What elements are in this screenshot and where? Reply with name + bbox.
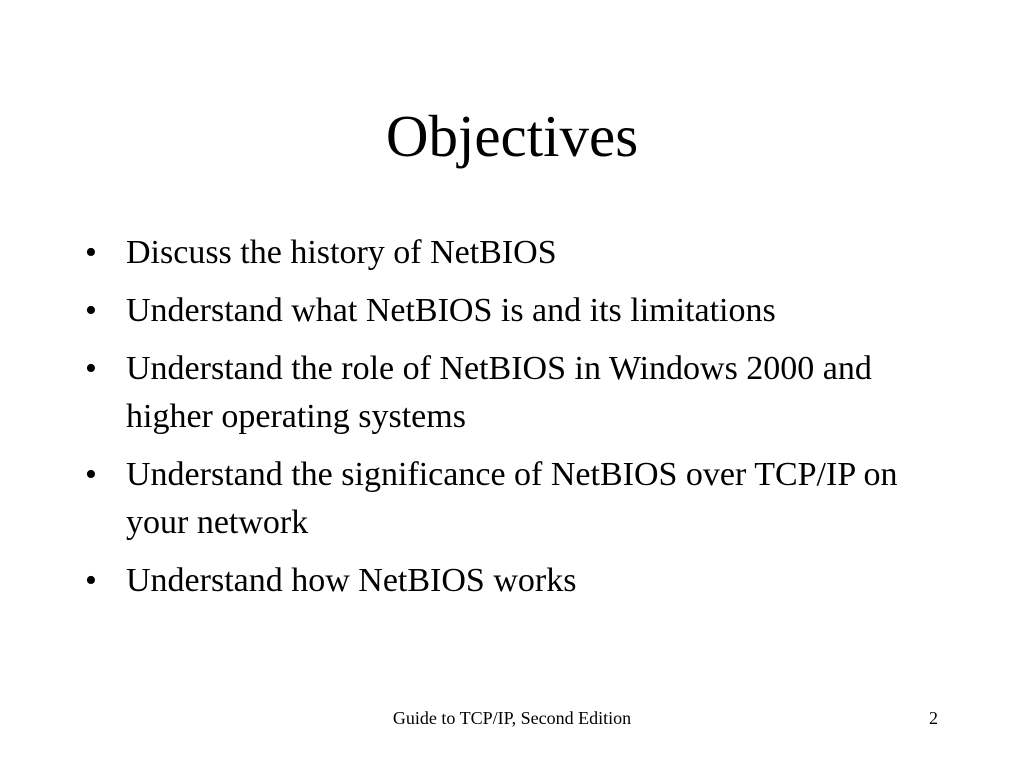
bullet-icon: •	[85, 234, 97, 271]
page-number: 2	[929, 708, 938, 728]
bullet-list	[85, 229, 965, 615]
bullet-item-windows-role	[85, 345, 965, 441]
bullet-text: Discuss the history of NetBIOS	[126, 234, 557, 271]
bullet-text: Understand the significance of NetBIOS over TCP/IP on your network	[126, 456, 898, 541]
bullet-item-significance	[85, 451, 965, 547]
bullet-icon: •	[85, 562, 97, 599]
bullet-text: Understand what NetBIOS is and its limitations	[126, 292, 776, 329]
bullet-icon: •	[85, 350, 97, 387]
bullet-icon: •	[85, 456, 97, 493]
bullet-item-how-it-works	[85, 557, 965, 605]
footer-title: Guide to TCP/IP, Second Edition	[392, 708, 632, 728]
bullet-text: Understand the role of NetBIOS in Windows 2000 and higher operating systems	[126, 350, 872, 435]
bullet-item-history	[85, 229, 965, 277]
bullet-item-limitations	[85, 287, 965, 335]
slide-title: Objectives	[385, 103, 639, 169]
bullet-text: Understand how NetBIOS works	[126, 562, 577, 599]
bullet-icon: •	[85, 292, 97, 329]
